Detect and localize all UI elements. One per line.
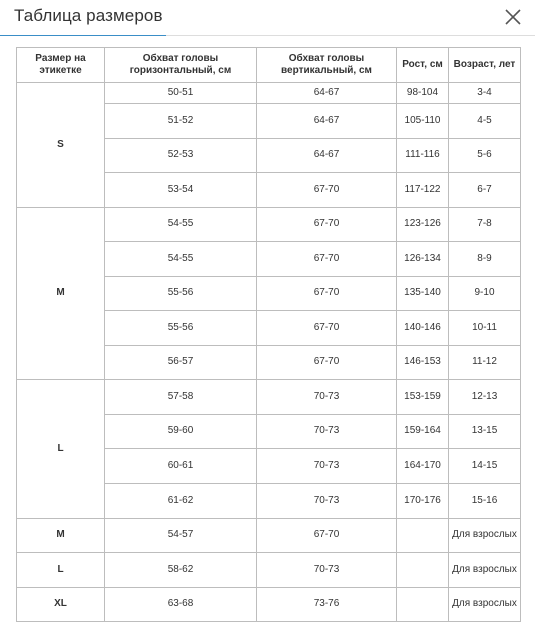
age-cell: 7-8 [449,207,521,242]
dialog-title: Таблица размеров [14,6,163,25]
dialog-header [0,0,535,36]
size-label-cell: S [17,83,105,208]
age-cell: 9-10 [449,276,521,311]
age-cell: 8-9 [449,242,521,277]
height-cell: 146-153 [397,345,449,380]
size-label-cell: L [17,380,105,518]
height-cell: 159-164 [397,414,449,449]
head-vertical-cell: 64-67 [257,104,397,139]
height-cell: 123-126 [397,207,449,242]
head-horizontal-cell: 52-53 [105,138,257,173]
header-accent-line [0,35,166,36]
age-cell: 4-5 [449,104,521,139]
head-horizontal-cell: 53-54 [105,173,257,208]
head-horizontal-cell: 61-62 [105,484,257,519]
header-size: Размер на этикетке [17,48,105,83]
age-cell: 10-11 [449,311,521,346]
head-horizontal-cell: 51-52 [105,104,257,139]
header-divider [166,35,535,36]
age-cell: Для взрослых [449,587,521,622]
height-cell: 170-176 [397,484,449,519]
head-horizontal-cell: 55-56 [105,311,257,346]
height-cell: 111-116 [397,138,449,173]
head-vertical-cell: 64-67 [257,83,397,104]
size-label-cell: L [17,553,105,588]
head-vertical-cell: 70-73 [257,380,397,415]
head-vertical-cell: 67-70 [257,242,397,277]
head-horizontal-cell: 57-58 [105,380,257,415]
height-cell: 98-104 [397,83,449,104]
head-vertical-cell: 70-73 [257,484,397,519]
head-vertical-cell: 70-73 [257,449,397,484]
head-vertical-cell: 67-70 [257,518,397,553]
table-row [17,380,521,415]
age-cell: 3-4 [449,83,521,104]
head-vertical-cell: 67-70 [257,207,397,242]
age-cell: Для взрослых [449,553,521,588]
age-cell: 6-7 [449,173,521,208]
head-horizontal-cell: 58-62 [105,553,257,588]
header-head-vertical: Обхват головы вертикальный, см [257,48,397,83]
height-cell [397,518,449,553]
head-horizontal-cell: 54-55 [105,207,257,242]
head-vertical-cell: 67-70 [257,276,397,311]
table-row [17,83,521,104]
height-cell: 117-122 [397,173,449,208]
header-height: Рост, см [397,48,449,83]
height-cell: 105-110 [397,104,449,139]
table-body [17,83,521,622]
size-table [16,47,521,622]
head-vertical-cell: 70-73 [257,553,397,588]
head-horizontal-cell: 54-57 [105,518,257,553]
table-row [17,587,521,622]
height-cell: 135-140 [397,276,449,311]
head-horizontal-cell: 59-60 [105,414,257,449]
table-row [17,207,521,242]
header-age: Возраст, лет [449,48,521,83]
head-horizontal-cell: 50-51 [105,83,257,104]
header-head-horizontal: Обхват головы горизонтальный, см [105,48,257,83]
head-vertical-cell: 67-70 [257,311,397,346]
age-cell: 12-13 [449,380,521,415]
age-cell: 5-6 [449,138,521,173]
height-cell: 126-134 [397,242,449,277]
head-horizontal-cell: 55-56 [105,276,257,311]
size-label-cell: M [17,207,105,380]
table-row [17,553,521,588]
size-label-cell: XL [17,587,105,622]
age-cell: 14-15 [449,449,521,484]
size-label-cell: M [17,518,105,553]
head-horizontal-cell: 56-57 [105,345,257,380]
head-vertical-cell: 64-67 [257,138,397,173]
head-vertical-cell: 70-73 [257,414,397,449]
head-horizontal-cell: 63-68 [105,587,257,622]
height-cell [397,553,449,588]
head-horizontal-cell: 60-61 [105,449,257,484]
age-cell: 13-15 [449,414,521,449]
head-horizontal-cell: 54-55 [105,242,257,277]
age-cell: 11-12 [449,345,521,380]
head-vertical-cell: 67-70 [257,173,397,208]
table-row [17,518,521,553]
close-icon[interactable] [503,7,523,27]
head-vertical-cell: 67-70 [257,345,397,380]
table-header-row [17,48,521,83]
age-cell: 15-16 [449,484,521,519]
height-cell: 140-146 [397,311,449,346]
age-cell: Для взрослых [449,518,521,553]
height-cell: 153-159 [397,380,449,415]
head-vertical-cell: 73-76 [257,587,397,622]
height-cell [397,587,449,622]
height-cell: 164-170 [397,449,449,484]
